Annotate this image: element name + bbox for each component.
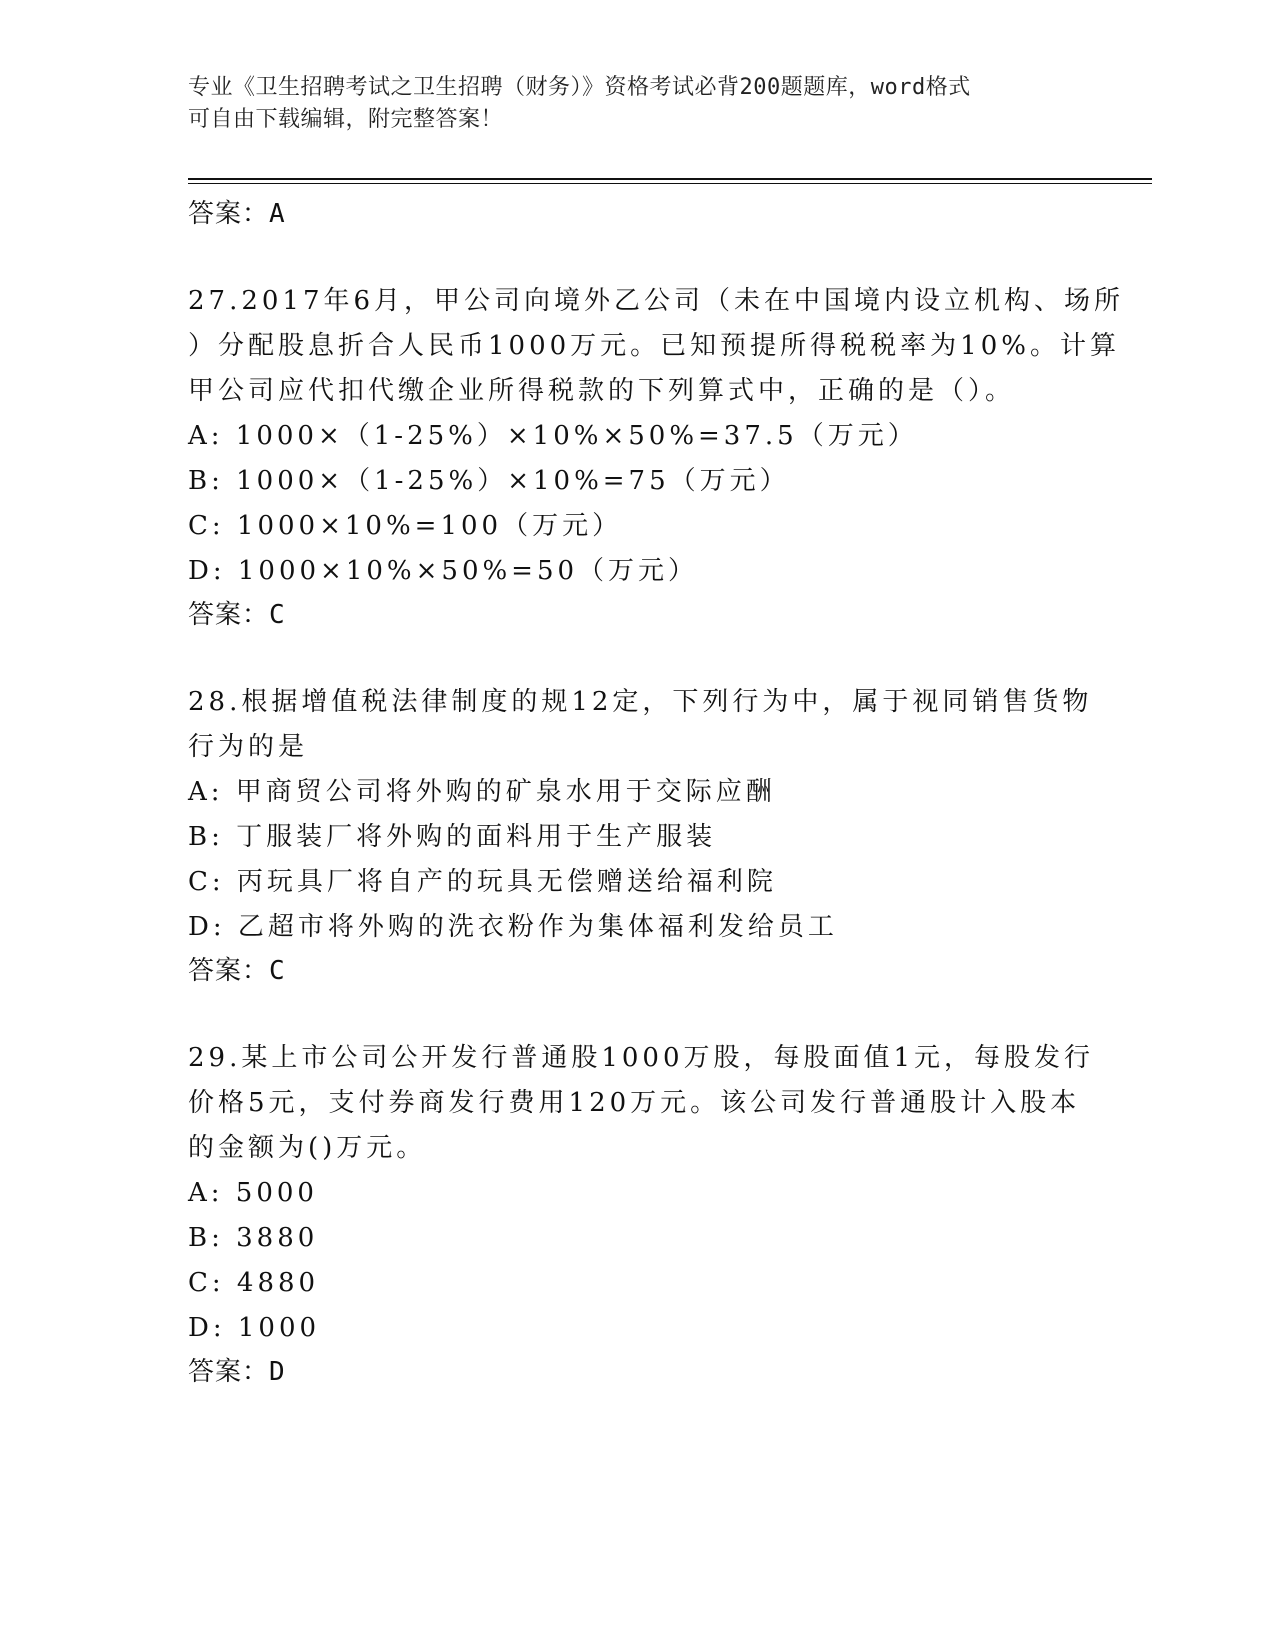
- option-d: D: 1000: [188, 1313, 321, 1343]
- answer-line: 答案：D: [188, 1357, 286, 1387]
- question-stem-line: 29.某上市公司公开发行普通股1000万股，每股面值1元，每股发行: [188, 1043, 1095, 1073]
- question-29: [188, 1036, 1095, 1393]
- question-stem-line: ）分配股息折合人民币1000万元。已知预提所得税税率为10%。计算: [188, 331, 1120, 361]
- question-stem-line: 的金额为()万元。: [188, 1133, 427, 1163]
- option-d: D: 1000×10%×50%=50（万元）: [188, 556, 699, 586]
- question-stem-line: 28.根据增值税法律制度的规12定，下列行为中，属于视同销售货物: [188, 687, 1093, 717]
- option-d: D: 乙超市将外购的洗衣粉作为集体福利发给员工: [188, 912, 838, 942]
- question-28: [188, 680, 1093, 992]
- header-divider-thin: [188, 183, 1152, 184]
- previous-answer: 答案：A: [188, 199, 286, 229]
- question-stem-line: 27.2017年6月，甲公司向境外乙公司（未在中国境内设立机构、场所: [188, 286, 1125, 316]
- answer-line: 答案：C: [188, 600, 286, 630]
- option-c: C: 丙玩具厂将自产的玩具无偿赠送给福利院: [188, 867, 777, 897]
- option-a: A: 1000×（1-25%）×10%×50%=37.5（万元）: [188, 421, 918, 451]
- option-c: C: 4880: [188, 1268, 320, 1298]
- option-a: A: 5000: [188, 1178, 318, 1208]
- question-stem-line: 行为的是: [188, 732, 309, 762]
- option-b: B: 1000×（1-25%）×10%=75（万元）: [188, 466, 790, 496]
- question-stem-line: 甲公司应代扣代缴企业所得税款的下列算式中，正确的是（）。: [188, 376, 1016, 406]
- document-body: [188, 193, 1125, 1393]
- question-27: [188, 279, 1125, 636]
- option-b: B: 丁服装厂将外购的面料用于生产服装: [188, 822, 717, 852]
- option-a: A: 甲商贸公司将外购的矿泉水用于交际应酬: [188, 777, 776, 807]
- header-line-2: 可自由下载编辑，附完整答案！: [188, 107, 504, 132]
- option-b: B: 3880: [188, 1223, 319, 1253]
- answer-line: 答案：C: [188, 956, 286, 986]
- option-c: C: 1000×10%=100（万元）: [188, 511, 623, 541]
- question-stem-line: 价格5元，支付券商发行费用120万元。该公司发行普通股计入股本: [188, 1088, 1081, 1118]
- header-line-1: 专业《卫生招聘考试之卫生招聘（财务）》资格考试必背200题题库，word格式: [188, 75, 971, 100]
- header-divider-thick: [188, 178, 1152, 180]
- page-header: [188, 72, 1068, 136]
